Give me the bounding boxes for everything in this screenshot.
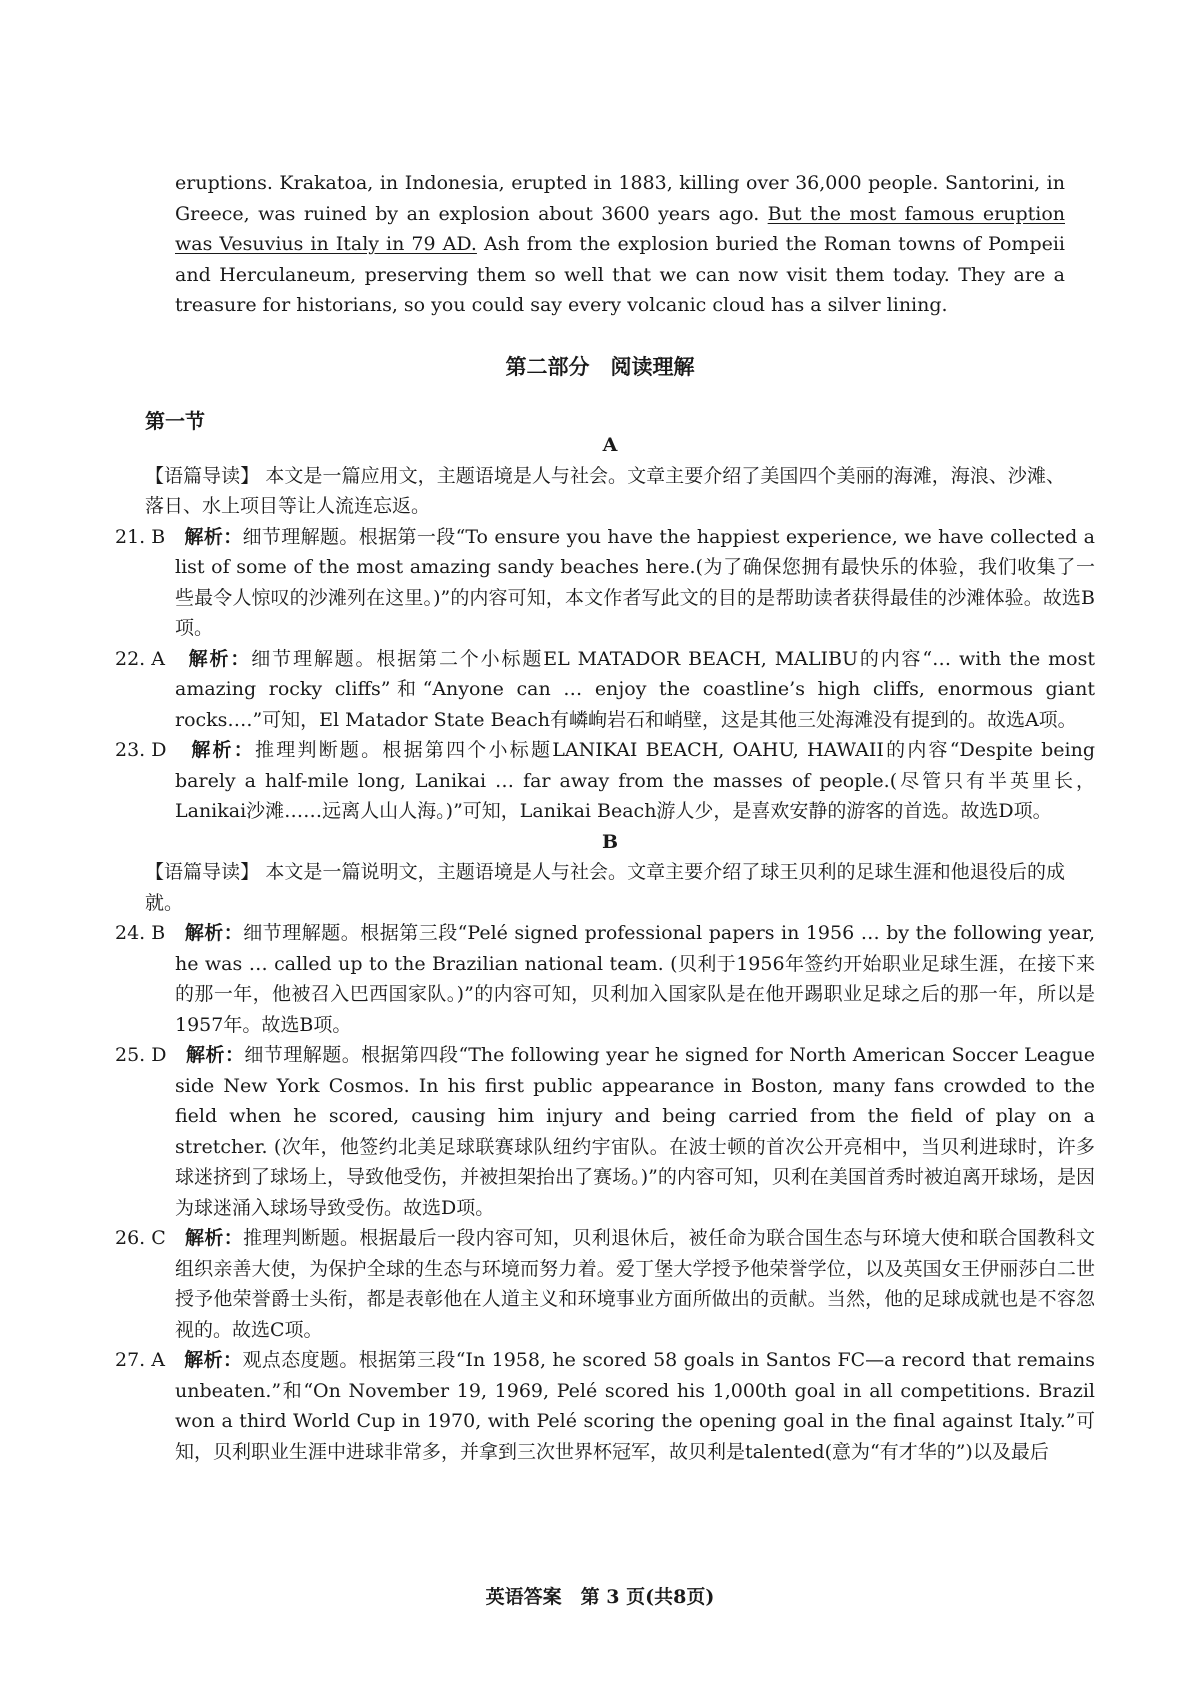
intro-text-1: eruptions. Krakatoa, in Indonesia, erupted in 1883, killing over 36,000 people. Santorini, in Greece, was ruined by an explosion about 3600 years ago.: [175, 172, 1065, 225]
question-number: 26. C: [115, 1227, 166, 1249]
section-title: 第一节: [145, 409, 205, 433]
question-item: [115, 735, 1095, 827]
analysis-text: 推理判断题。根据最后一段内容可知，贝利退休后，被任命为联合国生态与环境大使和联合国教科文组织亲善大使，为保护全球的生态与环境而努力着。爱丁堡大学授予他荣誉学位，以及英国女王伊丽莎白二世授予他荣誉爵士头衔，都是表彰他在人道主义和环境事业方面所做出的贡献。当然，他的足球成就也是不容忽视的。故选C项。: [175, 1227, 1095, 1341]
question-number: 21. B: [115, 525, 166, 548]
passage-guide: 【语篇导读】 本文是一篇说明文，主题语境是人与社会。文章主要介绍了球王贝利的足球生涯和他退役后的成就。: [145, 861, 1065, 914]
analysis-label: 解析：: [184, 922, 244, 944]
question-item: [115, 918, 1095, 1040]
intro-underlined-sentence: But the most famous eruption was Vesuvius in Italy in 79 AD.: [175, 202, 1065, 255]
question-item: [115, 1345, 1095, 1467]
passage-letter: B: [601, 830, 619, 853]
analysis-text: 细节理解题。根据第三段“Pelé signed professional papers in 1956 … by the following year, he was … called up to the Brazilian national team. (贝利于1956年签约开始职业足球生涯，在接下来的那一年，他被召入巴西国家队。)”的内容可知，贝利加入国家队是在他开踢职业足球之后的那一年，所以是1957年。故选B项。: [175, 922, 1095, 1036]
passage-letter: A: [602, 434, 618, 456]
question-number: 25. D: [115, 1044, 167, 1066]
question-number: 23. D: [115, 739, 167, 761]
question-item: [115, 1223, 1095, 1345]
question-number: 27. A: [115, 1349, 165, 1371]
intro-paragraph: [175, 168, 1065, 321]
analysis-label: 解析：: [184, 525, 243, 548]
question-item: [115, 644, 1095, 736]
analysis-text: 细节理解题。根据第四段“The following year he signed for North American Soccer League side New York Cosmos. In his first public appearance in Boston, many fans crowded to the field when he scored, causing him injury and being carried from the field of play on a stretcher. (次年，他签约北美足球联赛球队纽约宇宙队。在波士顿的首次公开亮相中，当贝利进球时，许多球迷挤到了球场上，导致他受伤，并被担架抬出了赛场。)”的内容可知，贝利在美国首秀时被迫离开球场，是因为球迷涌入球场导致受伤。故选D项。: [175, 1044, 1095, 1219]
passage-a-block: [0, 430, 1200, 1467]
analysis-label: 解析：: [191, 739, 256, 761]
analysis-text: 细节理解题。根据第一段“To ensure you have the happiest experience, we have collected a list of some of the most amazing sandy beaches here.(为了确保您拥有最快乐的体验，我们收集了一些最令人惊叹的沙滩列在这里。)”的内容可知，本文作者写此文的目的是帮助读者获得最佳的沙滩体验。故选B项。: [175, 525, 1095, 639]
analysis-text: 细节理解题。根据第二个小标题EL MATADOR BEACH, MALIBU的内容“… with the most amazing rocky cliffs”和“Anyone can … enjoy the coastline’s high cliffs, enormous giant rocks….”可知，El Matador State Beach有嶙峋岩石和峭壁，这是其他三处海滩没有提到的。故选A项。: [175, 647, 1095, 731]
analysis-label: 解析：: [185, 1227, 244, 1249]
analysis-text: 观点态度题。根据第三段“In 1958, he scored 58 goals in Santos FC—a record that remains unbeaten.”和“On November 19, 1969, Pelé scored his 1,000th goal in all competitions. Brazil won a third World Cup in 1970, with Pelé scoring the opening goal in the final against Italy.”可知，贝利职业生涯中进球非常多，并拿到三次世界杯冠军，故贝利是talented(意为“有才华的”)以及最后: [175, 1349, 1095, 1463]
question-item: [115, 522, 1095, 644]
part-title: 第二部分 阅读理解: [505, 354, 695, 379]
question-number: 24. B: [115, 922, 166, 944]
analysis-label: 解析：: [186, 1044, 245, 1066]
intro-text-2: Ash from the explosion buried the Roman towns of Pompeii and Herculaneum, preserving them so well that we can now visit them today. They are a treasure for historians, so you could say every volcanic cloud has a silver lining.: [175, 233, 1066, 316]
passage-guide: 【语篇导读】 本文是一篇应用文，主题语境是人与社会。文章主要介绍了美国四个美丽的海滩，海浪、沙滩、落日、水上项目等让人流连忘返。: [145, 464, 1065, 517]
analysis-text: 推理判断题。根据第四个小标题LANIKAI BEACH, OAHU, HAWAII的内容“Despite being barely a half-mile long, Lanikai … far away from the masses of people.(尽管只有半英里长，Lanikai沙滩……远离人山人海。)”可知，Lanikai Beach游人少，是喜欢安静的游客的首选。故选D项。: [175, 739, 1095, 822]
question-number: 22. A: [115, 647, 165, 670]
analysis-label: 解析：: [184, 1349, 243, 1371]
question-item: [115, 1040, 1095, 1223]
analysis-label: 解析：: [188, 647, 252, 670]
page-footer: 英语答案 第 3 页(共8页): [485, 1586, 715, 1608]
